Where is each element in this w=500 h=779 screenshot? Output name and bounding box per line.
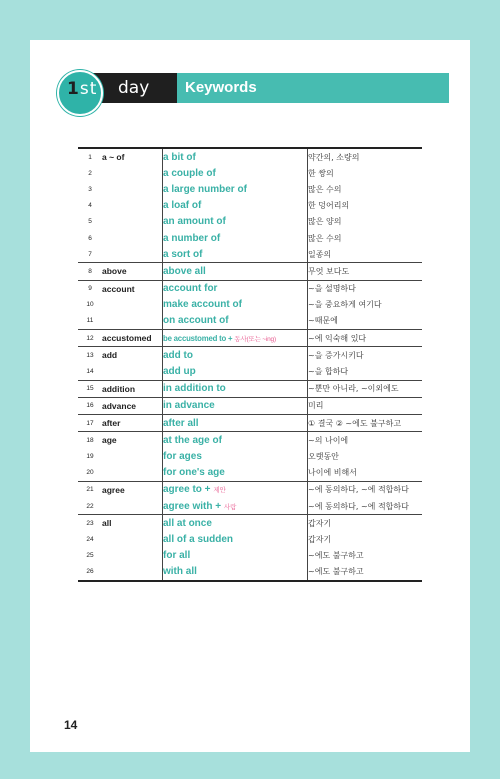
meaning: ~에도 불구하고 — [308, 567, 364, 577]
table-row — [78, 230, 422, 246]
meaning: ~때문에 — [308, 316, 338, 326]
keyword — [102, 246, 163, 263]
meaning: ~에 동의하다, ~에 적합하다 — [308, 501, 409, 511]
meaning: ~을 설명하다 — [308, 280, 423, 297]
phrase — [163, 165, 308, 181]
keyword — [102, 465, 163, 482]
phrase-text: on account of — [163, 315, 229, 327]
keyword — [102, 165, 163, 181]
phrase-text: add to — [163, 349, 193, 361]
phrase-text: at the age of — [163, 434, 222, 446]
phrase — [163, 564, 308, 581]
row-number: 22 — [86, 502, 94, 510]
phrase — [163, 481, 308, 498]
table-row — [78, 531, 422, 547]
row-number: 1 — [88, 153, 92, 161]
meaning: 무엇 보다도 — [308, 263, 423, 280]
phrase-text: a couple of — [163, 167, 216, 179]
keyword — [102, 181, 163, 197]
phrase — [163, 148, 308, 165]
phrase-text: in advance — [163, 400, 215, 412]
table-row — [78, 313, 422, 330]
meaning: ~을 합하다 — [308, 367, 349, 377]
row-number: 13 — [78, 347, 102, 364]
phrase-text: all at once — [163, 517, 212, 529]
phrase — [163, 181, 308, 197]
row-number: 23 — [78, 515, 102, 532]
phrase — [163, 330, 308, 347]
table-row — [78, 448, 422, 464]
phrase-text: with all — [163, 566, 197, 578]
meaning: 나이에 비해서 — [308, 468, 357, 478]
keyword — [102, 313, 163, 330]
keyword — [102, 564, 163, 581]
keyword: accustomed — [102, 330, 163, 347]
table-row — [78, 347, 422, 364]
phrase — [163, 246, 308, 263]
table-row — [78, 165, 422, 181]
phrase — [163, 313, 308, 330]
row-number: 19 — [86, 452, 94, 460]
keywords-table-body — [78, 148, 422, 581]
keyword — [102, 498, 163, 515]
table-row — [78, 363, 422, 380]
row-number: 9 — [78, 280, 102, 297]
table-row — [78, 564, 422, 581]
row-number: 10 — [86, 301, 94, 309]
row-number: 15 — [78, 380, 102, 397]
table-row — [78, 515, 422, 532]
day-badge-number — [67, 79, 97, 99]
meaning: 많은 수의 — [308, 184, 342, 194]
keyword: a ~ of — [102, 148, 163, 165]
phrase-text: above all — [163, 265, 206, 277]
meaning: 한 덩어리의 — [308, 201, 350, 211]
phrase-text: account for — [163, 283, 218, 295]
phrase — [163, 263, 308, 280]
keyword: advance — [102, 397, 163, 414]
keyword: age — [102, 432, 163, 449]
day-suffix: st — [79, 79, 98, 99]
row-number: 2 — [88, 169, 92, 177]
phrase-text: for ages — [163, 450, 202, 462]
table-row — [78, 498, 422, 515]
phrase-text: all of a sudden — [163, 533, 234, 545]
keyword — [102, 214, 163, 230]
phrase-text: a sort of — [163, 248, 203, 260]
phrase — [163, 548, 308, 564]
meaning: 많은 양의 — [308, 217, 342, 227]
phrase-text: make account of — [163, 299, 242, 311]
phrase-text: for all — [163, 550, 191, 562]
row-number: 12 — [78, 330, 102, 347]
phrase-text: an amount of — [163, 216, 226, 228]
table-row — [78, 246, 422, 263]
phrase-text: be accustomed to + — [163, 333, 233, 343]
table-row — [78, 198, 422, 214]
phrase-text: a bit of — [163, 151, 196, 163]
row-number: 16 — [78, 397, 102, 414]
phrase-text: agree to + — [163, 484, 211, 496]
row-number: 6 — [88, 234, 92, 242]
phrase — [163, 498, 308, 515]
row-number: 11 — [86, 317, 94, 325]
phrase — [163, 230, 308, 246]
keyword — [102, 363, 163, 380]
keyword — [102, 198, 163, 214]
meaning: 갑자기 — [308, 534, 332, 544]
row-number: 24 — [86, 535, 94, 543]
meaning: 약간의, 소량의 — [308, 152, 360, 162]
phrase — [163, 347, 308, 364]
row-number: 25 — [86, 552, 94, 560]
keyword — [102, 230, 163, 246]
page — [30, 40, 470, 752]
row-number: 4 — [88, 202, 92, 210]
keyword: after — [102, 415, 163, 432]
meaning: ~에 동의하다, ~에 적합하다 — [308, 481, 423, 498]
row-number: 20 — [86, 469, 94, 477]
phrase — [163, 515, 308, 532]
phrase-note: 동사(또는 ~ing) — [234, 335, 276, 343]
keyword: add — [102, 347, 163, 364]
meaning: 한 쌍의 — [308, 168, 334, 178]
meaning: ~에 익숙해 있다 — [308, 330, 423, 347]
meaning: 많은 수의 — [308, 233, 342, 243]
keyword: all — [102, 515, 163, 532]
phrase-text: a loaf of — [163, 200, 202, 212]
row-number: 3 — [88, 185, 92, 193]
page-number: 14 — [64, 718, 78, 732]
phrase-text: for one's age — [163, 467, 225, 479]
day-header — [57, 70, 453, 102]
phrase-text: in addition to — [163, 383, 226, 395]
phrase — [163, 214, 308, 230]
phrase — [163, 448, 308, 464]
phrase-note: 제안 — [213, 487, 226, 495]
phrase — [163, 380, 308, 397]
day-label: day — [118, 78, 150, 98]
table-row — [78, 481, 422, 498]
table-row — [78, 548, 422, 564]
day-number: 1 — [67, 79, 80, 99]
keywords-table — [78, 147, 422, 582]
row-number: 14 — [86, 368, 94, 376]
phrase — [163, 198, 308, 214]
phrase-text: add up — [163, 366, 196, 378]
table-row — [78, 297, 422, 313]
phrase — [163, 297, 308, 313]
table-row — [78, 280, 422, 297]
keyword — [102, 297, 163, 313]
section-title: Keywords — [177, 73, 449, 103]
table-row — [78, 432, 422, 449]
row-number: 8 — [78, 263, 102, 280]
keyword — [102, 531, 163, 547]
keyword: agree — [102, 481, 163, 498]
keyword: addition — [102, 380, 163, 397]
phrase — [163, 280, 308, 297]
meaning: ~의 나이에 — [308, 432, 423, 449]
row-number: 26 — [86, 568, 94, 576]
meaning: ~뿐만 아니라, ~이외에도 — [308, 380, 423, 397]
row-number: 7 — [88, 250, 92, 258]
table-row — [78, 380, 422, 397]
meaning: 미리 — [308, 397, 423, 414]
phrase-text: a number of — [163, 232, 221, 244]
keyword: account — [102, 280, 163, 297]
meaning: ~에도 불구하고 — [308, 551, 364, 561]
row-number: 18 — [78, 432, 102, 449]
table-row — [78, 397, 422, 414]
meaning: ① 결국 ② ~에도 불구하고 — [308, 415, 423, 432]
phrase — [163, 415, 308, 432]
table-row — [78, 263, 422, 280]
phrase — [163, 397, 308, 414]
keyword — [102, 448, 163, 464]
table-row — [78, 330, 422, 347]
phrase — [163, 363, 308, 380]
phrase — [163, 465, 308, 482]
meaning: 갑자기 — [308, 515, 423, 532]
keyword — [102, 548, 163, 564]
meaning: 오랫동안 — [308, 451, 339, 461]
table-row — [78, 148, 422, 165]
row-number: 5 — [88, 218, 92, 226]
phrase-note: 사람 — [223, 503, 237, 511]
phrase-text: after all — [163, 417, 199, 429]
meaning: 일종의 — [308, 249, 332, 259]
phrase — [163, 531, 308, 547]
table-row — [78, 214, 422, 230]
meaning: ~을 중요하게 여기다 — [308, 300, 382, 310]
phrase-text: a large number of — [163, 183, 247, 195]
phrase-text: agree with + — [163, 500, 222, 512]
table-row — [78, 181, 422, 197]
row-number: 17 — [78, 415, 102, 432]
table-row — [78, 465, 422, 482]
row-number: 21 — [78, 481, 102, 498]
keyword: above — [102, 263, 163, 280]
meaning: ~을 증가시키다 — [308, 347, 423, 364]
table-row — [78, 415, 422, 432]
phrase — [163, 432, 308, 449]
